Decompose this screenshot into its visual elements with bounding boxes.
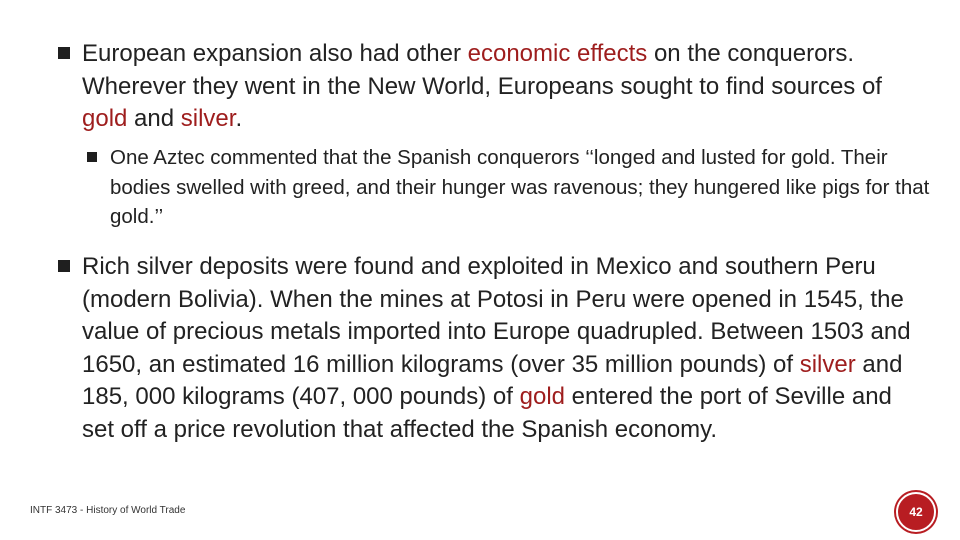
text-segment: European expansion also had other	[82, 40, 468, 67]
text-segment: and	[127, 105, 181, 132]
text-segment: Rich silver deposits were found and exploited in Mexico and southern Peru (modern Bolivia). When the mines at Potosi in Peru were opened in 1545, the value of precious metals imported into Europe quadrupled. Between 1503 and 1650, an estimated 16 million kilograms (over 35 million pounds) of	[82, 253, 911, 378]
sub-bullet-aztec-quote	[85, 143, 945, 232]
text-segment: entered the port of Seville and set off a price revolution that affected the Spanish economy.	[82, 383, 892, 443]
bullet-text	[82, 40, 882, 132]
square-bullet-icon	[58, 47, 70, 59]
square-bullet-icon	[58, 260, 70, 272]
highlighted-phrase: economic effects	[467, 40, 648, 67]
highlighted-phrase: gold	[519, 383, 565, 410]
bullet-european-expansion	[58, 38, 918, 136]
page-number: 42	[909, 505, 923, 519]
footer-course-title: INTF 3473 - History of World Trade	[30, 505, 186, 516]
highlighted-phrase: gold	[82, 105, 128, 132]
square-bullet-icon	[87, 152, 97, 162]
sub-bullet-text: One Aztec commented that the Spanish conquerors ‘‘longed and lusted for gold. Their bodies swelled with greed, and their hunger was ravenous; they hungered like pigs for that gold.’’	[110, 146, 930, 228]
text-segment: on the conquerors. Wherever they went in the New World, Europeans sought to find sources of	[82, 40, 882, 100]
highlighted-phrase: silver	[799, 350, 856, 378]
text-segment: and 185, 000 kilograms (407, 000 pounds) of	[82, 350, 903, 410]
bullet-silver-deposits	[58, 251, 918, 446]
highlighted-phrase: silver	[180, 105, 236, 132]
text-segment: .	[235, 105, 243, 132]
page-number-badge	[896, 492, 936, 532]
bullet-text	[82, 253, 911, 443]
